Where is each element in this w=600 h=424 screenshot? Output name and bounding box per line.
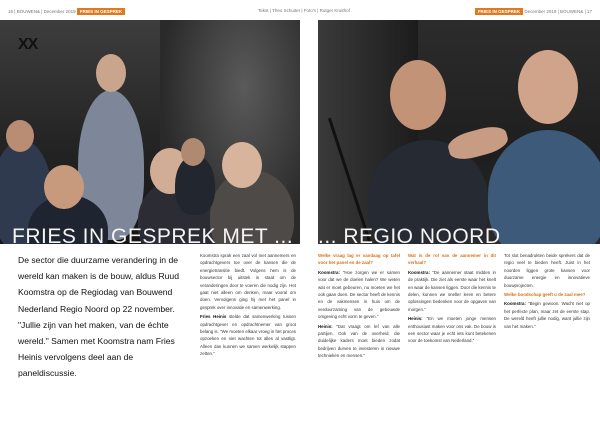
magazine-logo-mark: XX (18, 36, 38, 53)
paragraph: Tot slot benadrukten beide sprekers dat de regio veel te bieden heeft. Juist in het noorden liggen grote kansen voor duurzame energie en innovatieve bouwprojecten. (504, 253, 590, 288)
question: Welke boodschap geeft u de zaal mee? (504, 292, 586, 298)
audience-head (181, 138, 205, 166)
section-tag-right: FRIES IN GESPREK (475, 8, 523, 15)
body-column-3 (408, 252, 496, 347)
issue-date-right: December 2019 (524, 9, 557, 14)
body-column-4 (504, 252, 590, 332)
magazine-name-right: BOUWEN& (560, 9, 584, 14)
header-center: Tekst | Theo Schuiter | Foto's | Rutger Kruithof (258, 8, 350, 13)
paragraph: Heinis: "En we moeten jonge mensen enthousiast maken voor ons vak. De bouw is een sector waar je echt iets kunt betekenen voor de toekomst van Nederland." (408, 316, 496, 344)
panelist-figure (488, 130, 600, 244)
paragraph: Koomstra: "De aannemer staat midden in de praktijk. Die ziet als eerste waar het knelt en waar de kansen liggen. Door die kennis te delen, kunnen we sneller leren en betere oplossingen bedenken voor de opgaven van morgen." (408, 269, 496, 312)
audience-head (6, 120, 34, 152)
paragraph: Koomstra: "Begin gewoon. Wacht niet op het perfecte plan, maar zet de eerste stap. De wereld heeft jullie nodig, want jullie zijn van het maken." (504, 301, 590, 329)
question: Welke vraag lag er vandaag op tafel voor het panel en de zaal? (318, 253, 400, 266)
header-left: 16 | BOUWEN& | December 2019 FRIES IN GESPREK (8, 8, 125, 16)
audience-head (44, 165, 84, 209)
panelist-head (518, 50, 578, 124)
page-number-right: 17 (586, 9, 592, 14)
audience-head (222, 142, 262, 188)
issue-date: December 2019 (43, 9, 76, 14)
intro-paragraph: De sector die duurzame verandering in de wereld kan maken is de bouw, aldus Ruud Koomstra op de Regiodag van Bouwend Nederland Regio Noord op 22 november. "Jullie zijn van het maken, van de échte wereld." Samen met Koomstra nam Fries Heinis vervolgens deel aan de paneldiscussie. (18, 255, 179, 379)
body-column-1 (200, 252, 296, 360)
page-number: 16 (8, 9, 14, 14)
magazine-name: BOUWEN& (16, 9, 40, 14)
text-credit: Tekst | Theo Schuiter (258, 8, 301, 13)
headline-right: ... REGIO NOORD (318, 225, 501, 248)
question: Wat is de rol van de aannemer in dit verhaal? (408, 253, 496, 266)
headline-left: FRIES IN GESPREK MET ... (12, 225, 294, 248)
panelist-head (390, 60, 446, 130)
paragraph: Heinis: "Dat vraagt om lef van alle partijen. Ook van de overheid, die duidelijke kaders moet bieden zodat bedrijven durven te investeren in nieuwe technieken en mensen." (318, 323, 400, 359)
audience-photo (0, 20, 300, 244)
paragraph: Fries Heinis stelde dat samenwerking tussen opdrachtgever en opdrachtnemer van groot belang is. "We moeten elkaar vroeg in het proces opzoeken en niet wachten tot alles al vastligt. Alleen dan kunnen we samen werkelijk stappen zetten." (200, 314, 296, 357)
section-tag: FRIES IN GESPREK (77, 8, 125, 15)
paragraph: Koomstra sprak een zaal vol met aannemers en opdrachtgevers toe over de kansen die de energietransitie biedt. Volgens hem is de bouwsector bij uitstek in staat om de veranderingen door te voeren die nodig zijn. Het gaat niet alleen om denken, maar vooral om doen. Vervolgens ging hij met het panel in gesprek over innovatie en samenwerking. (200, 253, 296, 310)
header-right: FRIES IN GESPREK December 2019 | BOUWEN& | 17 (475, 8, 592, 16)
body-column-2 (318, 252, 400, 362)
panel-photo (318, 20, 600, 244)
speaker-head (96, 54, 126, 92)
paragraph: Koomstra: "Hoe zorgen we er samen voor dat we de doelen halen? We weten wat er moet gebeuren, nu moeten we het ook gaan doen. De sector heeft de kennis en de vakmensen in huis om de verduurzaming van de gebouwde omgeving echt vorm te geven." (318, 269, 400, 320)
photo-credit: Foto's | Rutger Kruithof (303, 8, 350, 13)
